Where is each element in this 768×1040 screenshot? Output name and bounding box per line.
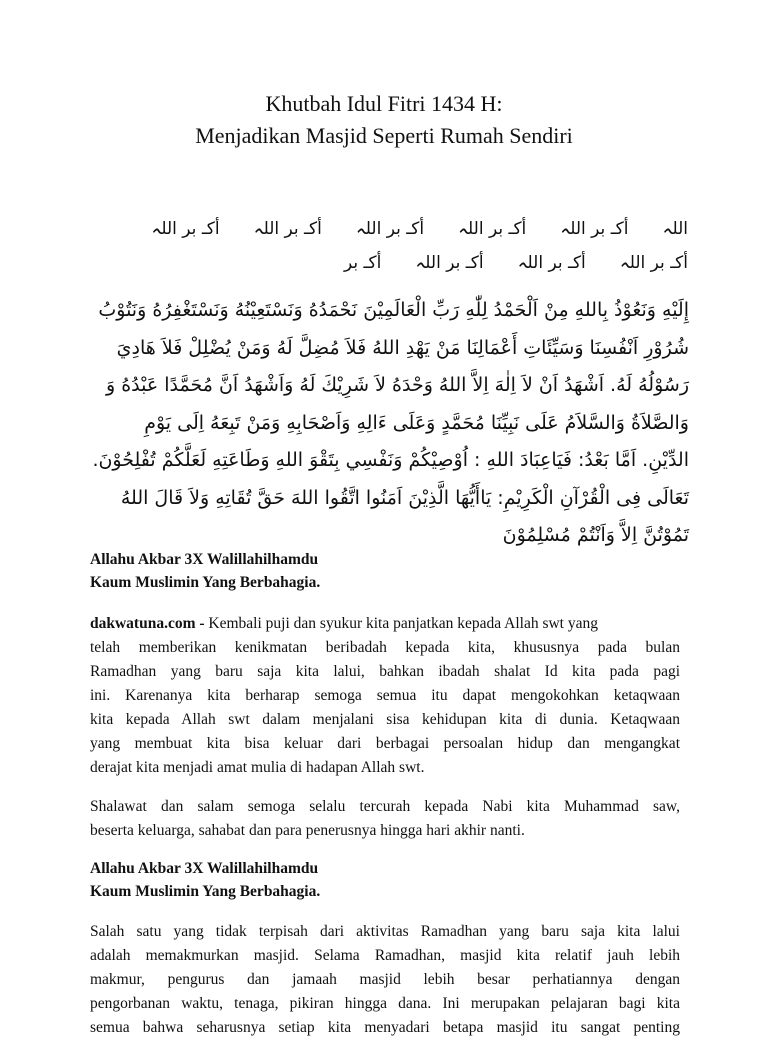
title-line-2: Menjadikan Masjid Seperti Rumah Sendiri xyxy=(195,123,573,148)
heading-takbir: Allahu Akbar 3X Walillahilhamdu xyxy=(90,551,319,568)
takbir-phrase: أكـ بر اللہ xyxy=(560,219,629,239)
paragraph-opening xyxy=(90,612,680,780)
takbir-phrase: أكـ بر اللہ xyxy=(619,253,688,273)
paragraph-line: derajat kita menjadi amat mulia di hadapan Allah swt. xyxy=(90,759,425,776)
paragraph-line: kita kepada Allah swt dalam menjalani sisa kehidupan kita di dunia. Ketaqwaan xyxy=(90,711,680,728)
paragraph-line: beserta keluarga, sahabat dan para penerusnya hingga hari akhir nanti. xyxy=(90,822,525,839)
paragraph-line: Salah satu yang tidak terpisah dari aktivitas Ramadhan yang baru saja kita lalui xyxy=(90,923,680,940)
paragraph-line: Shalawat dan salam semoga selalu tercurah kepada Nabi kita Muhammad saw, xyxy=(90,798,680,815)
takbir-phrase: أكـ بر اللہ xyxy=(253,219,322,239)
arabic-opening-text xyxy=(92,292,689,555)
paragraph-line: semua bahwa seharusnya setiap kita menyadari betapa masjid itu sangat penting xyxy=(90,1019,680,1036)
arabic-line: الدِّيْنِ. اَمَّا بَعْدُ: فَيَاعِبَادَ اللهِ : اُوْصِيْكُمْ وَنَفْسِي بِتَقْوَ اللهِ وَطَاعَتِهِ لَعَلَّكُمْ تُفْلِحُوْنَ. xyxy=(92,449,689,471)
takbir-phrase: أكـ بر اللہ xyxy=(517,253,586,273)
heading-greeting: Kaum Muslimin Yang Berbahagia. xyxy=(90,574,321,591)
takbir-phrase: أكـ بر xyxy=(344,253,382,273)
takbir-line-1 xyxy=(90,212,688,246)
paragraph-line: telah memberikan kenikmatan beribadah kepada kita, khususnya pada bulan xyxy=(90,639,680,656)
section-heading-2 xyxy=(90,857,680,903)
paragraph-line: Ramadhan yang baru saja kita lalui, bahkan ibadah shalat Id kita pada pagi xyxy=(90,663,680,680)
takbir-phrase: أكـ بر اللہ xyxy=(415,253,484,273)
heading-takbir: Allahu Akbar 3X Walillahilhamdu xyxy=(90,860,319,877)
paragraph-line: yang membuat kita bisa keluar dari berbagai persoalan hidup dan mengangkat xyxy=(90,735,680,752)
arabic-line: تَمُوْتُنَّ اِلاَّ وَاَنْتُمْ مُسْلِمُوْنَ xyxy=(502,524,689,546)
heading-greeting: Kaum Muslimin Yang Berbahagia. xyxy=(90,883,321,900)
title-line-1: Khutbah Idul Fitri 1434 H: xyxy=(265,91,503,116)
takbir-line-2 xyxy=(90,246,688,280)
arabic-line: رَسُوْلُهُ لَهُ. اَشْهَدُ اَنْ لاَ اِلٰهَ اِلاَّ اللهُ وَحْدَهُ لاَ شَرِيْكَ لَهُ وَاَشْهَدُ اَنَّ مُحَمَّدًا عَبْدُهُ وَ xyxy=(106,374,689,396)
paragraph-shalawat xyxy=(90,795,680,843)
paragraph-line-text: Kembali puji dan syukur kita panjatkan kepada Allah swt yang xyxy=(204,615,598,632)
source-label: dakwatuna.com - xyxy=(90,615,205,632)
arabic-line: شُرُوْرِ اَنْفُسِنَا وَسَيِّئَاتِ أَعْمَالِنَا مَنْ يَهْدِ اللهُ فَلاَ مُضِلَّ لَهُ وَمَنْ يُضْلِلْ فَلاَ هَادِيَ xyxy=(116,336,689,359)
arabic-line: وَالصَّلاَةُ وَالسَّلاَمُ عَلَى نَبِيِّنَا مُحَمَّدٍ وَعَلَى ءَالِهِ وَاَصْحَابِهِ وَمَنْ تَبِعَهُ اِلَى يَوْمِ xyxy=(144,411,689,434)
takbir-phrase: أكـ بر اللہ xyxy=(355,219,425,239)
arabic-line: تَعَالَى فِى الْقُرْآنِ الْكَرِيْمِ: يَاأَيُّهَا الَّذِيْنَ اَمَنُوا اتَّقُوا اللهَ حَقَّ تُقَاتِهِ وَلاَ قَالَ اللهُ xyxy=(120,486,689,509)
section-heading-1 xyxy=(90,548,680,594)
document-title xyxy=(90,88,678,152)
paragraph-line xyxy=(90,612,680,636)
takbir-block xyxy=(90,212,688,280)
paragraph-line: makmur, pengurus dan jamaah masjid lebih besar perhatiannya dengan xyxy=(90,971,680,988)
paragraph-line: ini. Karenanya kita berharap semoga semua itu dapat mengokohkan ketaqwaan xyxy=(90,687,680,704)
paragraph-line: pengorbanan waktu, tenaga, pikiran hingga dana. Ini merupakan pelajaran bagi kita xyxy=(90,995,680,1012)
paragraph-masjid xyxy=(90,920,680,1040)
takbir-phrase: اللہ xyxy=(662,219,688,239)
takbir-phrase: أكـ بر اللہ xyxy=(151,219,220,239)
takbir-phrase: أكـ بر اللہ xyxy=(458,219,527,239)
arabic-line: إِلَيْهِ وَنَعُوْذُ بِاللهِ مِنْ اَلْحَمْدُ لِلّٰهِ رَبِّ الْعَالَمِيْنَ نَحْمَدُهُ وَنَسْتَعِيْنُهُ وَنَسْتَغْفِرُهُ وَنَتُوْبُ xyxy=(98,299,689,321)
paragraph-line: adalah memakmurkan masjid. Selama Ramadhan, masjid kita relatif jauh lebih xyxy=(90,947,680,964)
